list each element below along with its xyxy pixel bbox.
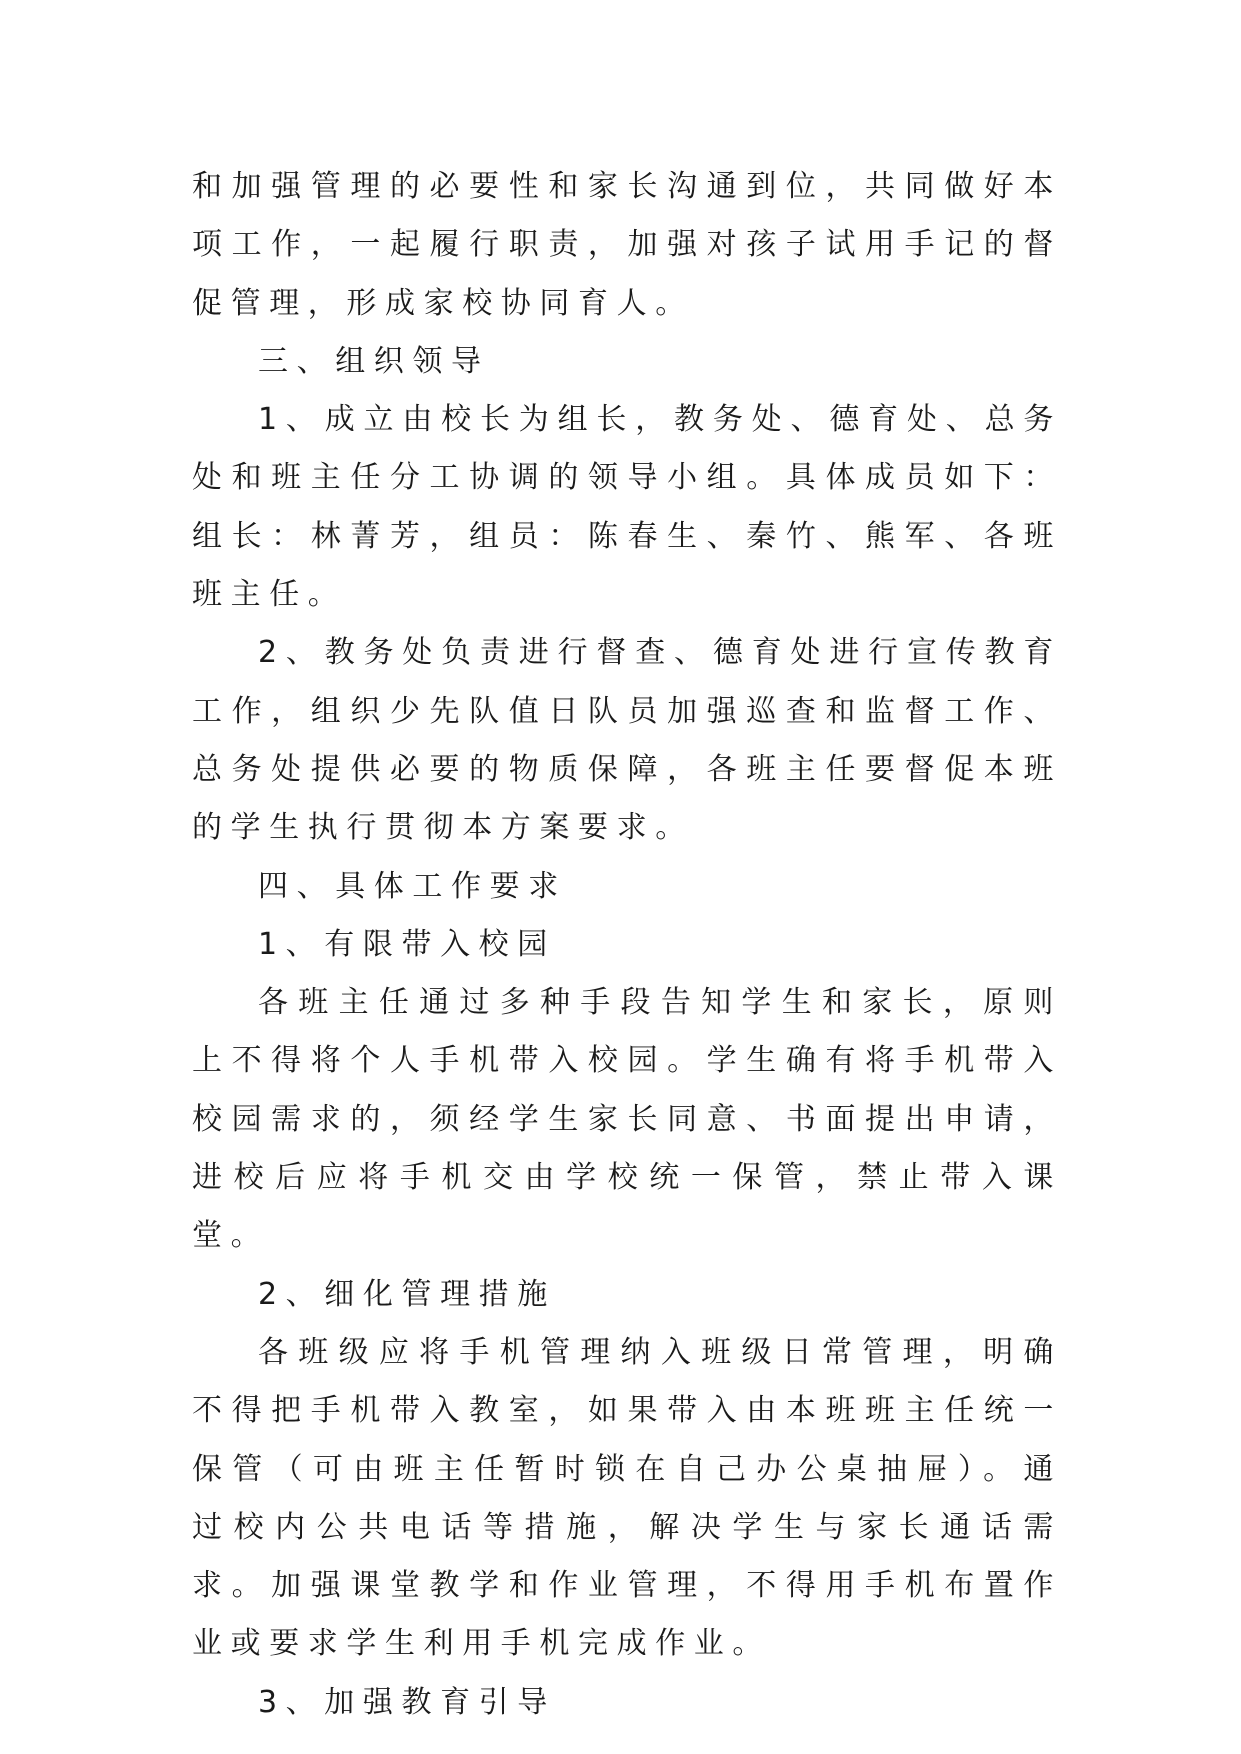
paragraph-department-duties: 2、教务处负责进行督查、德育处进行宣传教育工作，组织少先队值日队员加强巡查和监督工作、总务处提供必要的物质保障，各班主任要督促本班的学生执行贯彻本方案要求。	[192, 635, 1062, 846]
paragraph-limited-entry: 各班主任通过多种手段告知学生和家长，原则上不得将个人手机带入校园。学生确有将手机带入校园需求的，须经学生家长同意、书面提出申请，进校后应将手机交由学校统一保管，禁止带入课堂。	[192, 985, 1062, 1254]
heading-organization-leadership: 三、组织领导	[258, 343, 490, 379]
subheading-education-guidance: 3、加强教育引导	[258, 1684, 556, 1720]
heading-work-requirements: 四、具体工作要求	[258, 868, 567, 904]
paragraph-leadership-group: 1、成立由校长为组长，教务处、德育处、总务处和班主任分工协调的领导小组。具体成员如下：组长：林菁芳，组员：陈春生、秦竹、熊军、各班班主任。	[192, 402, 1062, 613]
document-body	[192, 158, 1062, 1732]
subheading-management-measures: 2、细化管理措施	[258, 1276, 556, 1312]
paragraph-management-measures: 各班级应将手机管理纳入班级日常管理，明确不得把手机带入教室，如果带入由本班班主任统一保管（可由班主任暂时锁在自己办公桌抽屉）。通过校内公共电话等措施，解决学生与家长通话需求。加强课堂教学和作业管理，不得用手机布置作业或要求学生利用手机完成作业。	[192, 1334, 1062, 1662]
paragraph-continuation: 和加强管理的必要性和家长沟通到位，共同做好本项工作，一起履行职责，加强对孩子试用手记的督促管理，形成家校协同育人。	[192, 169, 1062, 321]
subheading-limited-entry: 1、有限带入校园	[258, 926, 556, 962]
